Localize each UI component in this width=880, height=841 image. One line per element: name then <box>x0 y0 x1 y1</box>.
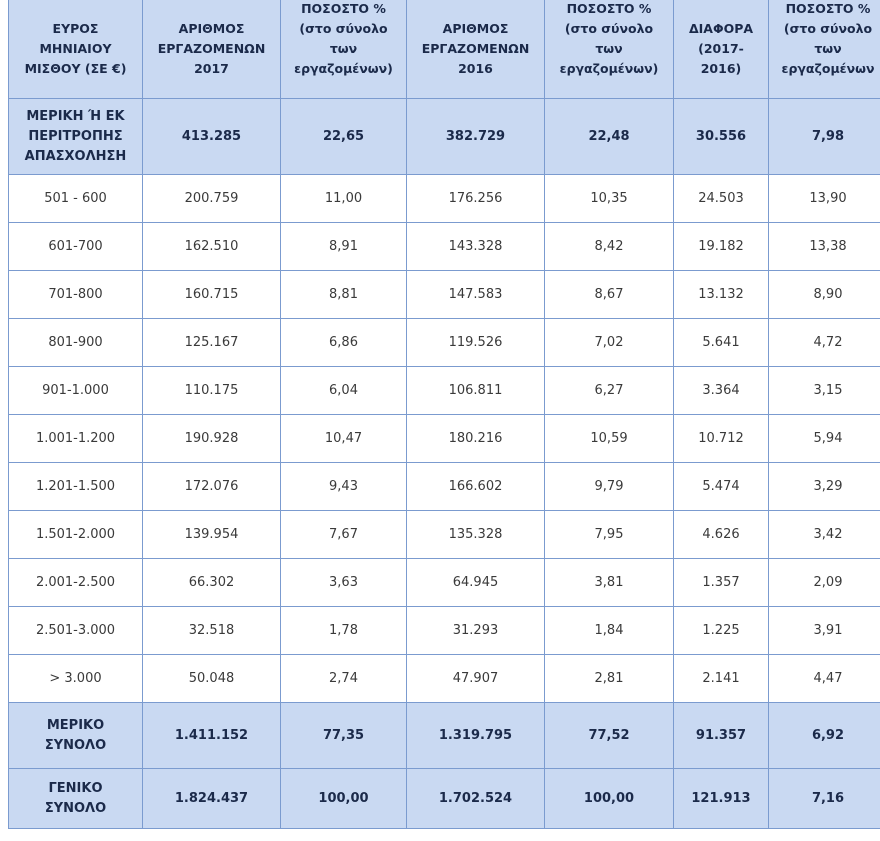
header-employees-2016-text: ΑΡΙΘΜΟΣ <box>442 20 509 36</box>
header-percent-2017-text: ΠΟΣΟΣΤΟ % <box>301 1 386 16</box>
value-cell-text: 6,04 <box>329 382 358 398</box>
value-cell-text: 10.712 <box>698 430 744 446</box>
value-cell-text: 3,42 <box>813 526 843 542</box>
value-cell-text: 4,47 <box>813 670 843 686</box>
wage-table <box>8 0 880 829</box>
value-cell-text: 180.216 <box>448 430 503 446</box>
header-percent-2016-text: ΠΟΣΟΣΤΟ % <box>566 1 652 16</box>
header-employees-2017-text: ΕΡΓΑΖΟΜΕΝΩΝ <box>157 40 266 56</box>
row-label <box>9 99 143 175</box>
value-cell <box>143 511 281 559</box>
header-difference <box>674 0 769 99</box>
table-row <box>9 319 880 367</box>
value-cell <box>545 463 674 511</box>
value-cell <box>407 703 545 769</box>
wage-range-cell <box>9 607 143 655</box>
table-row <box>9 271 880 319</box>
value-cell <box>674 175 769 223</box>
value-cell-text: 8,42 <box>594 238 624 254</box>
value-cell-text: 3,15 <box>813 382 843 398</box>
value-cell <box>769 607 880 655</box>
value-cell <box>769 559 880 607</box>
value-cell-text: 2,09 <box>813 574 843 590</box>
value-cell-text: 11,00 <box>324 190 363 206</box>
value-cell <box>769 769 880 829</box>
value-cell-text: 31.293 <box>452 622 499 638</box>
value-cell <box>143 559 281 607</box>
value-cell-text: 8,81 <box>329 286 358 302</box>
header-percent-difference-text: (στο σύνολο <box>783 21 873 36</box>
value-cell <box>769 511 880 559</box>
header-wage-range-text: ΜΙΣΘΟΥ (ΣΕ €) <box>24 60 127 76</box>
value-cell <box>143 769 281 829</box>
value-cell-text: 190.928 <box>184 430 239 446</box>
value-cell-text: 6,92 <box>811 727 845 743</box>
value-cell <box>545 655 674 703</box>
value-cell-text: 1.702.524 <box>438 790 513 806</box>
value-cell <box>769 463 880 511</box>
value-cell-text: 382.729 <box>445 128 506 144</box>
table-row <box>9 463 880 511</box>
value-cell-text: 64.945 <box>452 574 499 590</box>
value-cell-text: 5,94 <box>813 430 843 446</box>
wage-range-cell-text: 1.001-1.200 <box>35 430 116 446</box>
value-cell <box>281 607 407 655</box>
table-row <box>9 607 880 655</box>
value-cell-text: 22,65 <box>322 128 365 144</box>
wage-range-cell <box>9 175 143 223</box>
value-cell-text: 8,91 <box>329 238 358 254</box>
value-cell <box>281 703 407 769</box>
wage-range-cell-text: 501 - 600 <box>44 190 107 206</box>
partial-employment-row <box>9 99 880 175</box>
row-label-text: ΑΠΑΣΧΟΛΗΣΗ <box>24 148 127 164</box>
value-cell <box>674 511 769 559</box>
value-cell-text: 3,91 <box>813 622 843 638</box>
value-cell-text: 10,47 <box>324 430 363 446</box>
value-cell <box>281 99 407 175</box>
value-cell <box>407 319 545 367</box>
value-cell <box>545 367 674 415</box>
value-cell <box>769 703 880 769</box>
value-cell-text: 7,95 <box>594 526 624 542</box>
wage-range-cell <box>9 223 143 271</box>
row-label-text: ΜΕΡΙΚΟ <box>46 717 105 733</box>
value-cell <box>281 271 407 319</box>
value-cell-text: 19.182 <box>698 238 744 254</box>
header-percent-difference-text: των <box>814 41 842 56</box>
value-cell-text: 22,48 <box>588 128 630 144</box>
value-cell <box>281 223 407 271</box>
table-row <box>9 415 880 463</box>
wage-range-cell-text: 1.201-1.500 <box>35 478 116 494</box>
header-percent-difference <box>769 0 880 99</box>
value-cell-text: 9,79 <box>594 478 624 494</box>
value-cell <box>407 415 545 463</box>
value-cell <box>143 175 281 223</box>
value-cell-text: 100,00 <box>318 790 369 806</box>
header-employees-2016-text: ΕΡΓΑΖΟΜΕΝΩΝ <box>421 40 530 56</box>
value-cell <box>545 99 674 175</box>
value-cell-text: 3.364 <box>702 382 740 398</box>
value-cell <box>407 99 545 175</box>
header-percent-2016-text: εργαζομένων) <box>559 61 659 76</box>
header-row <box>9 0 880 99</box>
value-cell <box>674 655 769 703</box>
wage-range-cell <box>9 655 143 703</box>
value-cell <box>545 319 674 367</box>
value-cell <box>143 223 281 271</box>
value-cell-text: 166.602 <box>448 478 503 494</box>
wage-range-cell-text: 2.501-3.000 <box>35 622 116 638</box>
value-cell-text: 2.141 <box>702 670 740 686</box>
value-cell-text: 10,59 <box>590 430 628 446</box>
value-cell <box>407 367 545 415</box>
wage-range-cell-text: > 3.000 <box>49 670 102 686</box>
value-cell-text: 13.132 <box>698 286 744 302</box>
value-cell <box>545 607 674 655</box>
header-wage-range-text: ΜΗΝΙΑΙΟΥ <box>39 40 112 56</box>
value-cell <box>674 607 769 655</box>
value-cell-text: 135.328 <box>448 526 503 542</box>
row-label <box>9 703 143 769</box>
value-cell <box>674 271 769 319</box>
value-cell <box>143 271 281 319</box>
row-label-text: ΣΥΝΟΛΟ <box>44 737 107 753</box>
value-cell <box>281 769 407 829</box>
header-percent-2016-text: (στο σύνολο <box>564 21 654 36</box>
value-cell <box>143 415 281 463</box>
value-cell-text: 66.302 <box>188 574 235 590</box>
header-difference-text: (2017- <box>698 40 744 56</box>
value-cell-text: 1.411.152 <box>174 727 249 743</box>
value-cell-text: 6,86 <box>329 334 358 350</box>
value-cell-text: 4,72 <box>813 334 843 350</box>
value-cell <box>407 511 545 559</box>
value-cell-text: 1,84 <box>594 622 624 638</box>
row-label-text: ΜΕΡΙΚΗ Ή ΕΚ <box>26 108 125 124</box>
value-cell <box>545 559 674 607</box>
value-cell <box>674 99 769 175</box>
value-cell-text: 147.583 <box>448 286 503 302</box>
value-cell-text: 77,35 <box>322 727 365 743</box>
wage-range-cell-text: 601-700 <box>48 238 103 254</box>
header-percent-difference-text: ΠΟΣΟΣΤΟ % <box>785 1 871 16</box>
header-wage-range-text: ΕΥΡΟΣ <box>52 20 99 36</box>
value-cell <box>769 223 880 271</box>
value-cell-text: 3,63 <box>329 574 358 590</box>
value-cell-text: 125.167 <box>184 334 239 350</box>
value-cell <box>281 319 407 367</box>
header-employees-2016-text: 2016 <box>458 60 493 76</box>
value-cell-text: 91.357 <box>695 727 747 743</box>
value-cell-text: 8,90 <box>813 286 843 302</box>
value-cell <box>674 463 769 511</box>
value-cell-text: 7,16 <box>811 790 845 806</box>
value-cell <box>407 175 545 223</box>
value-cell-text: 1.357 <box>702 574 740 590</box>
value-cell-text: 106.811 <box>448 382 503 398</box>
value-cell-text: 2,81 <box>594 670 624 686</box>
row-label-text: ΣΥΝΟΛΟ <box>44 800 107 816</box>
value-cell-text: 5.474 <box>702 478 740 494</box>
value-cell-text: 3,29 <box>813 478 843 494</box>
value-cell <box>281 511 407 559</box>
value-cell-text: 119.526 <box>448 334 503 350</box>
value-cell-text: 413.285 <box>181 128 242 144</box>
header-percent-2016-text: των <box>595 41 623 56</box>
value-cell <box>674 223 769 271</box>
value-cell <box>769 271 880 319</box>
value-cell-text: 143.328 <box>448 238 503 254</box>
value-cell <box>143 319 281 367</box>
value-cell-text: 160.715 <box>184 286 239 302</box>
value-cell-text: 13,38 <box>809 238 847 254</box>
value-cell-text: 47.907 <box>452 670 499 686</box>
value-cell <box>281 655 407 703</box>
value-cell-text: 139.954 <box>184 526 239 542</box>
value-cell-text: 13,90 <box>809 190 847 206</box>
value-cell-text: 2,74 <box>329 670 358 686</box>
value-cell <box>674 703 769 769</box>
header-employees-2016 <box>407 0 545 99</box>
wage-range-cell-text: 801-900 <box>48 334 103 350</box>
value-cell <box>407 559 545 607</box>
value-cell <box>545 769 674 829</box>
header-difference-text: 2016) <box>700 60 742 76</box>
value-cell <box>769 319 880 367</box>
wage-range-cell <box>9 367 143 415</box>
wage-range-cell-text: 901-1.000 <box>42 382 109 398</box>
value-cell-text: 5.641 <box>702 334 740 350</box>
value-cell-text: 1.225 <box>702 622 740 638</box>
table-row <box>9 655 880 703</box>
wage-range-cell <box>9 559 143 607</box>
value-cell <box>407 463 545 511</box>
value-cell <box>545 415 674 463</box>
value-cell <box>769 175 880 223</box>
value-cell <box>281 559 407 607</box>
value-cell <box>545 511 674 559</box>
value-cell <box>407 655 545 703</box>
wage-range-cell-text: 701-800 <box>48 286 103 302</box>
value-cell <box>769 99 880 175</box>
value-cell-text: 50.048 <box>188 670 235 686</box>
value-cell <box>143 463 281 511</box>
table-row <box>9 175 880 223</box>
value-cell-text: 6,27 <box>594 382 624 398</box>
value-cell-text: 162.510 <box>184 238 239 254</box>
header-percent-2017-text: των <box>329 41 358 56</box>
value-cell-text: 110.175 <box>184 382 239 398</box>
wage-range-cell <box>9 271 143 319</box>
value-cell <box>674 415 769 463</box>
value-cell-text: 24.503 <box>698 190 744 206</box>
value-cell <box>407 607 545 655</box>
wage-range-cell <box>9 415 143 463</box>
total-row <box>9 769 880 829</box>
value-cell-text: 1.319.795 <box>438 727 513 743</box>
value-cell-text: 172.076 <box>184 478 239 494</box>
value-cell-text: 7,67 <box>329 526 358 542</box>
value-cell-text: 1.824.437 <box>174 790 249 806</box>
value-cell-text: 200.759 <box>184 190 239 206</box>
value-cell <box>143 367 281 415</box>
value-cell <box>674 769 769 829</box>
value-cell <box>143 607 281 655</box>
table-row <box>9 367 880 415</box>
value-cell-text: 7,02 <box>594 334 624 350</box>
value-cell <box>674 367 769 415</box>
header-percent-2016 <box>545 0 674 99</box>
value-cell <box>769 655 880 703</box>
value-cell-text: 100,00 <box>583 790 635 806</box>
value-cell-text: 3,81 <box>594 574 624 590</box>
value-cell <box>545 271 674 319</box>
value-cell <box>143 655 281 703</box>
value-cell <box>143 99 281 175</box>
header-wage-range <box>9 0 143 99</box>
header-percent-2017-text: (στο σύνολο <box>299 21 388 36</box>
value-cell-text: 7,98 <box>811 128 845 144</box>
value-cell-text: 77,52 <box>588 727 630 743</box>
wage-range-cell <box>9 511 143 559</box>
value-cell <box>545 703 674 769</box>
value-cell <box>281 415 407 463</box>
wage-range-cell <box>9 463 143 511</box>
value-cell <box>769 415 880 463</box>
value-cell-text: 32.518 <box>188 622 235 638</box>
value-cell <box>281 367 407 415</box>
value-cell <box>674 319 769 367</box>
wage-range-cell-text: 2.001-2.500 <box>35 574 116 590</box>
value-cell-text: 1,78 <box>329 622 358 638</box>
value-cell <box>281 175 407 223</box>
table-row <box>9 511 880 559</box>
value-cell-text: 4.626 <box>702 526 740 542</box>
header-difference-text: ΔΙΑΦΟΡΑ <box>688 20 754 36</box>
row-label-text: ΠΕΡΙΤΡΟΠΗΣ <box>28 128 123 144</box>
row-label <box>9 769 143 829</box>
value-cell <box>674 559 769 607</box>
header-percent-2017 <box>281 0 407 99</box>
header-percent-2017-text: εργαζομένων) <box>294 61 393 76</box>
table-row <box>9 559 880 607</box>
row-label-text: ΓΕΝΙΚΟ <box>48 780 103 796</box>
header-employees-2017-text: 2017 <box>194 60 229 76</box>
wage-range-cell-text: 1.501-2.000 <box>35 526 116 542</box>
wage-range-cell <box>9 319 143 367</box>
value-cell-text: 176.256 <box>448 190 503 206</box>
value-cell <box>545 223 674 271</box>
table-row <box>9 223 880 271</box>
value-cell-text: 8,67 <box>594 286 624 302</box>
value-cell <box>545 175 674 223</box>
value-cell-text: 9,43 <box>329 478 358 494</box>
value-cell-text: 10,35 <box>590 190 628 206</box>
header-employees-2017 <box>143 0 281 99</box>
value-cell <box>769 367 880 415</box>
value-cell <box>407 769 545 829</box>
value-cell-text: 121.913 <box>691 790 751 806</box>
header-employees-2017-text: ΑΡΙΘΜΟΣ <box>178 20 245 36</box>
value-cell <box>407 271 545 319</box>
header-percent-difference-text: εργαζομένων <box>781 61 875 76</box>
value-cell <box>407 223 545 271</box>
value-cell <box>281 463 407 511</box>
subtotal-row <box>9 703 880 769</box>
value-cell-text: 30.556 <box>695 128 747 144</box>
value-cell <box>143 703 281 769</box>
